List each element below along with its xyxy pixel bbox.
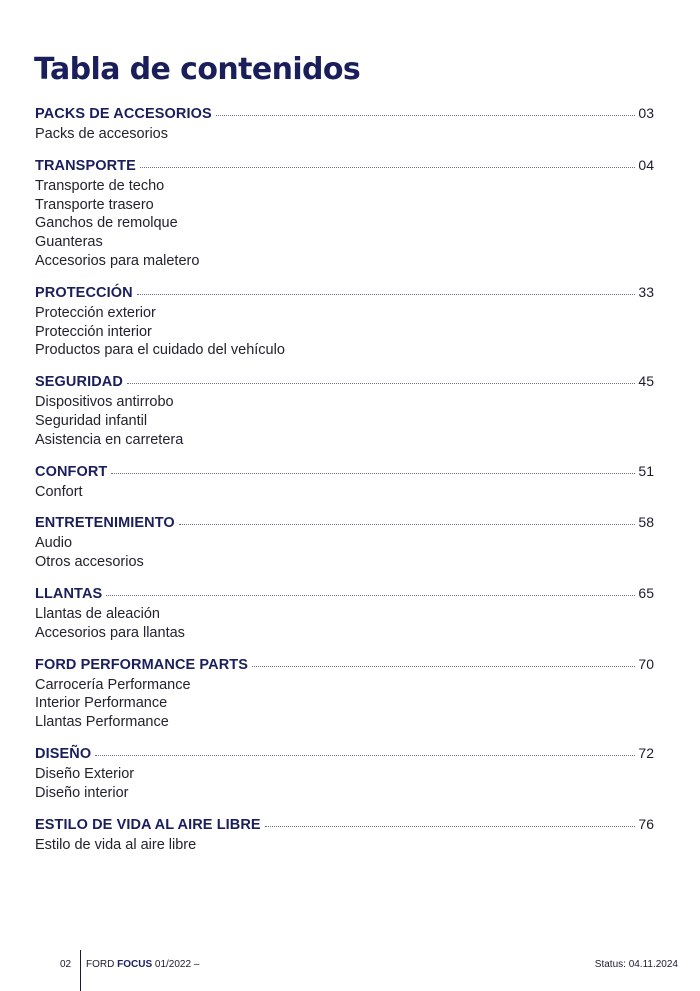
toc-subitem[interactable]: Packs de accesorios <box>35 126 168 142</box>
footer-brand: FORD <box>86 959 115 970</box>
toc-subitem[interactable]: Productos para el cuidado del vehículo <box>35 342 285 359</box>
toc-page-number: 03 <box>638 105 654 121</box>
toc-section-heading[interactable] <box>35 745 654 765</box>
dot-leader <box>265 816 636 827</box>
toc-section <box>35 284 654 360</box>
toc-section-heading[interactable] <box>35 816 654 836</box>
toc-page-number: 65 <box>638 584 654 601</box>
footer-divider <box>80 950 81 991</box>
toc-subitem[interactable]: Ganchos de remolque <box>35 215 178 232</box>
toc-section-title: PACKS DE ACCESORIOS <box>35 106 212 122</box>
toc-page-number: 45 <box>638 373 654 390</box>
footer-page-number: 02 <box>60 959 72 970</box>
toc-section <box>35 585 654 643</box>
footer-status: Status: 04.11.2024 <box>594 959 678 970</box>
toc-page-number: 76 <box>638 815 654 832</box>
toc-subitem[interactable]: Audio <box>35 535 73 552</box>
toc-section <box>35 656 654 732</box>
toc-section-title: LLANTAS <box>35 585 103 602</box>
toc-section-heading[interactable] <box>35 284 654 304</box>
dot-leader <box>216 105 636 116</box>
toc-subitem[interactable]: Dispositivos antirrobo <box>35 394 174 411</box>
toc-section <box>35 157 654 271</box>
footer-edition: 01/2022 – <box>154 959 200 970</box>
toc-section-title: DISEÑO <box>35 745 92 762</box>
toc-page-number: 58 <box>638 514 654 531</box>
toc-section <box>35 105 654 144</box>
toc-subitem[interactable]: Diseño interior <box>35 784 129 801</box>
toc-page-number: 72 <box>638 744 654 761</box>
toc-section-heading[interactable] <box>35 514 654 534</box>
dot-leader <box>137 284 636 295</box>
toc-subitem[interactable]: Confort <box>35 483 83 500</box>
toc-section-heading[interactable] <box>35 157 654 177</box>
toc-subitem[interactable]: Llantas Performance <box>35 714 169 731</box>
toc-subitem[interactable]: Accesorios para llantas <box>35 624 185 641</box>
dot-leader <box>127 373 636 384</box>
toc-subitem[interactable]: Diseño Exterior <box>35 765 135 782</box>
toc-section-title: PROTECCIÓN <box>35 284 133 301</box>
dot-leader <box>106 585 635 596</box>
dot-leader <box>140 157 636 168</box>
toc-subitem[interactable]: Transporte trasero <box>35 196 154 213</box>
toc-section-title: FORD PERFORMANCE PARTS <box>35 656 248 673</box>
toc-section-heading[interactable] <box>35 585 654 605</box>
toc-subitem[interactable]: Asistencia en carretera <box>35 431 184 448</box>
toc-section-heading[interactable] <box>35 373 654 393</box>
toc-section <box>35 745 654 803</box>
toc-page-number: 51 <box>638 462 654 479</box>
toc-page-number: 70 <box>638 655 654 672</box>
toc-section-title: SEGURIDAD <box>35 374 123 391</box>
footer-model: FOCUS <box>117 959 153 970</box>
page-title: Tabla de contenidos <box>34 52 361 87</box>
toc-section-heading[interactable] <box>35 463 654 483</box>
toc-subitem[interactable]: Carrocería Performance <box>35 676 191 693</box>
toc-subitem[interactable]: Llantas de aleación <box>35 605 160 622</box>
page-footer <box>0 950 700 991</box>
toc-section-title: ENTRETENIMIENTO <box>35 515 175 532</box>
toc-section-heading[interactable] <box>35 656 654 676</box>
toc-section-title: TRANSPORTE <box>35 157 136 174</box>
toc-subitem[interactable]: Protección interior <box>35 323 152 340</box>
toc-section-heading[interactable] <box>35 105 654 125</box>
dot-leader <box>179 514 636 525</box>
toc-subitem[interactable]: Interior Performance <box>35 695 168 712</box>
table-of-contents <box>35 105 654 867</box>
toc-section <box>35 463 654 502</box>
toc-section-title: CONFORT <box>35 463 108 480</box>
toc-subitem[interactable]: Accesorios para maletero <box>35 252 200 269</box>
toc-subitem[interactable]: Seguridad infantil <box>35 412 148 429</box>
dot-leader <box>252 656 635 667</box>
toc-section-title: ESTILO DE VIDA AL AIRE LIBRE <box>35 816 261 833</box>
toc-subitem[interactable]: Otros accesorios <box>35 554 144 571</box>
dot-leader <box>95 745 635 756</box>
toc-page-number: 33 <box>638 283 654 300</box>
footer-publication <box>86 959 199 970</box>
dot-leader <box>111 463 635 474</box>
toc-section <box>35 514 654 572</box>
toc-section <box>35 373 654 449</box>
toc-subitem[interactable]: Guanteras <box>35 234 103 251</box>
toc-subitem[interactable]: Estilo de vida al aire libre <box>35 836 197 853</box>
toc-section <box>35 816 654 855</box>
toc-page-number: 04 <box>638 156 654 173</box>
toc-subitem[interactable]: Protección exterior <box>35 304 156 321</box>
toc-subitem[interactable]: Transporte de techo <box>35 177 165 194</box>
